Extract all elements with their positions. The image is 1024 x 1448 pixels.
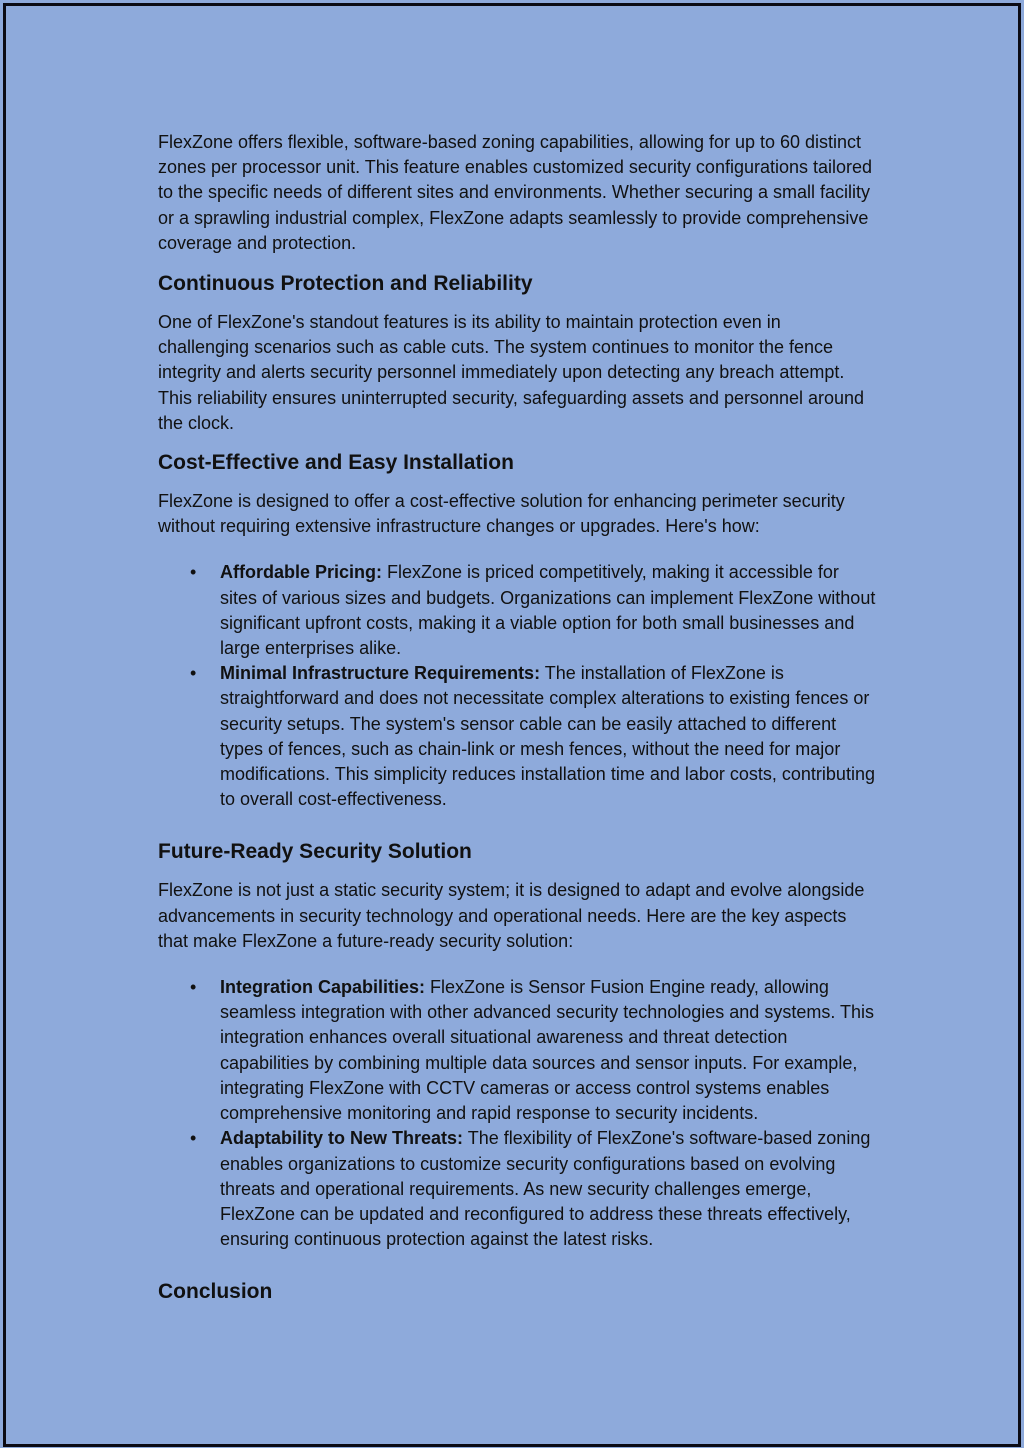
section-heading-continuous-protection: Continuous Protection and Reliability xyxy=(158,272,533,296)
bullet-icon: • xyxy=(190,977,197,998)
document-body xyxy=(158,130,876,1318)
section-paragraph-cost-effective: FlexZone is designed to offer a cost-effective solution for enhancing perimeter security without requiring extensive infrastructure changes or upgrades. Here's how: xyxy=(158,491,845,537)
intro-paragraph: FlexZone offers flexible, software-based zoning capabilities, allowing for up to 60 distinct zones per processor unit. This feature enables customized security configurations tailored to the specific needs of different sites and environments. Whether securing a small facility or a sprawling industrial complex, FlexZone adapts seamlessly to provide comprehensive coverage and protection. xyxy=(158,132,873,253)
bullet-icon: • xyxy=(190,562,197,583)
bullet-list-cost-effective xyxy=(158,560,876,812)
list-item-title: Adaptability to New Threats: xyxy=(220,1128,464,1149)
section-paragraph-future-ready: FlexZone is not just a static security system; it is designed to adapt and evolve alongside advancements in security technology and operational needs. Here are the key aspects that make FlexZone a future-ready security solution: xyxy=(158,880,865,951)
list-item-text: FlexZone is Sensor Fusion Engine ready, allowing seamless integration with other advanced security technologies and systems. This integration enhances overall situational awareness and threat detection capabilities by combining multiple data sources and sensor inputs. For example, integrating FlexZone with CCTV cameras or access control systems enables comprehensive monitoring and rapid response to security incidents. xyxy=(220,977,875,1124)
section-paragraph-continuous-protection: One of FlexZone's standout features is its ability to maintain protection even in challenging scenarios such as cable cuts. The system continues to monitor the fence integrity and alerts security personnel immediately upon detecting any breach attempt. This reliability ensures uninterrupted security, safeguarding assets and personnel around the clock. xyxy=(158,312,865,433)
list-item-title: Integration Capabilities: xyxy=(220,977,426,998)
list-item xyxy=(158,975,876,1126)
section-heading-future-ready: Future-Ready Security Solution xyxy=(158,840,472,864)
section-heading-conclusion: Conclusion xyxy=(158,1280,273,1304)
bullet-list-future-ready xyxy=(158,975,876,1252)
list-item xyxy=(158,661,876,812)
list-item xyxy=(158,1126,876,1252)
bullet-icon: • xyxy=(190,663,197,684)
list-item-title: Affordable Pricing: xyxy=(220,562,383,583)
list-item-title: Minimal Infrastructure Requirements: xyxy=(220,663,541,684)
list-item-text: The flexibility of FlexZone's software-based zoning enables organizations to customize security configurations based on evolving threats and operational requirements. As new security challenges emerge, FlexZone can be updated and reconfigured to address these threats effectively, ensuring continuous protection against the latest risks. xyxy=(220,1128,871,1250)
bullet-icon: • xyxy=(190,1128,197,1149)
list-item xyxy=(158,560,876,661)
document-page xyxy=(3,3,1021,1447)
list-item-text: The installation of FlexZone is straightforward and does not necessitate complex alterations to existing fences or security setups. The system's sensor cable can be easily attached to different types of fences, such as chain-link or mesh fences, without the need for major modifications. This simplicity reduces installation time and labor costs, contributing to overall cost-effectiveness. xyxy=(220,663,875,810)
section-heading-cost-effective: Cost-Effective and Easy Installation xyxy=(158,451,514,475)
list-item-text: FlexZone is priced competitively, making it accessible for sites of various sizes and budgets. Organizations can implement FlexZone without significant upfront costs, making it a viable option for both small businesses and large enterprises alike. xyxy=(220,562,876,659)
